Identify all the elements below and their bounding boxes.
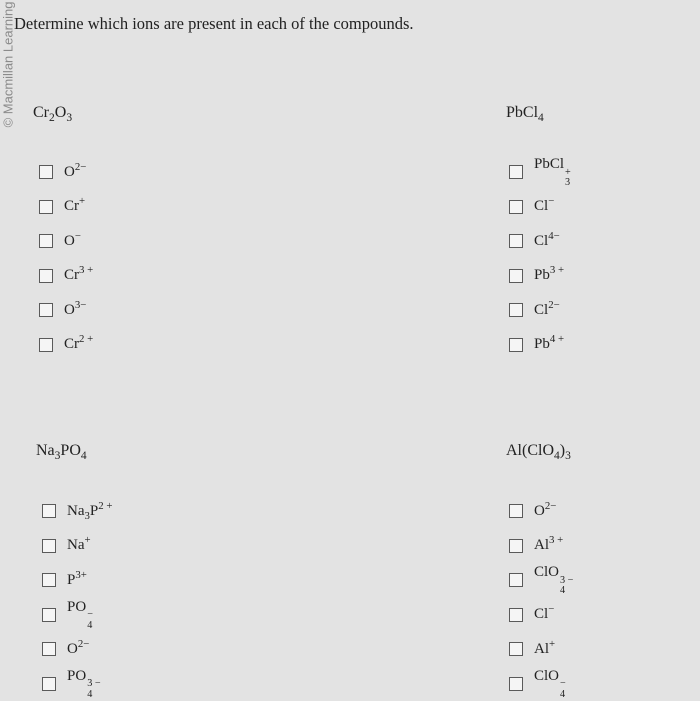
ion-option[interactable]: [39, 155, 93, 190]
ion-option[interactable]: [509, 190, 571, 225]
ion-option[interactable]: [39, 190, 93, 225]
ion-label: ClO − 4: [534, 668, 566, 700]
ion-options-list: [39, 155, 93, 362]
ion-option[interactable]: [42, 632, 112, 667]
ion-label: PO 3 − 4: [67, 668, 101, 700]
ion-option[interactable]: [42, 598, 112, 633]
checkbox[interactable]: [39, 338, 53, 352]
ion-option[interactable]: [42, 529, 112, 564]
ion-label: $Cr^{3 +}$: [64, 267, 93, 284]
ion-label: ClO 3 − 4: [534, 564, 573, 596]
ion-label: $P^{3+}$: [67, 572, 87, 589]
ion-label: O−: [64, 233, 81, 250]
checkbox[interactable]: [509, 504, 523, 518]
question-prompt: Determine which ions are present in each of the compounds.: [14, 14, 414, 34]
ion-label: $O^{2-}$: [64, 164, 86, 181]
checkbox[interactable]: [42, 642, 56, 656]
ion-label: $O^{2-}$: [534, 503, 556, 520]
ion-option[interactable]: [509, 293, 571, 328]
ion-option[interactable]: [509, 494, 573, 529]
checkbox[interactable]: [42, 573, 56, 587]
ion-option[interactable]: [39, 328, 93, 363]
ion-label: Cl−: [534, 606, 554, 623]
ion-option[interactable]: [509, 259, 571, 294]
ion-option[interactable]: [509, 563, 573, 598]
ion-label: $Cl^{4-}$: [534, 233, 560, 250]
checkbox[interactable]: [42, 504, 56, 518]
checkbox[interactable]: [39, 200, 53, 214]
compound-formula: $Na_3PO_4$: [36, 442, 87, 460]
checkbox[interactable]: [509, 338, 523, 352]
ion-options-list: [509, 155, 571, 362]
checkbox[interactable]: [509, 303, 523, 317]
ion-option[interactable]: [42, 563, 112, 598]
ion-label: Cr+: [64, 198, 85, 215]
checkbox[interactable]: [39, 234, 53, 248]
ion-option[interactable]: [509, 529, 573, 564]
checkbox[interactable]: [509, 539, 523, 553]
checkbox[interactable]: [509, 269, 523, 283]
checkbox[interactable]: [42, 677, 56, 691]
checkbox[interactable]: [509, 573, 523, 587]
ion-option[interactable]: [509, 632, 573, 667]
checkbox[interactable]: [42, 539, 56, 553]
ion-label: PbCl + 3: [534, 156, 571, 188]
ion-label: Cl−: [534, 198, 554, 215]
ion-option[interactable]: [509, 598, 573, 633]
checkbox[interactable]: [39, 269, 53, 283]
checkbox[interactable]: [509, 234, 523, 248]
checkbox[interactable]: [39, 303, 53, 317]
checkbox[interactable]: [509, 200, 523, 214]
ion-label: $O^{2-}$: [67, 641, 89, 658]
ion-label: PO − 4: [67, 599, 93, 631]
checkbox[interactable]: [509, 642, 523, 656]
ion-label: $Cr^{2 +}$: [64, 336, 93, 353]
ion-option[interactable]: [509, 224, 571, 259]
ion-options-list: [509, 494, 573, 701]
ion-label: $Pb^{4 +}$: [534, 336, 564, 353]
ion-label: $Cl^{2-}$: [534, 302, 560, 319]
ion-option[interactable]: [509, 155, 571, 190]
copyright-watermark: © Macmillan Learning: [1, 2, 16, 142]
ion-options-list: [42, 494, 112, 701]
ion-option[interactable]: [39, 224, 93, 259]
ion-label: Na+: [67, 537, 91, 554]
checkbox[interactable]: [509, 165, 523, 179]
ion-label: Al+: [534, 641, 555, 658]
ion-option[interactable]: [39, 293, 93, 328]
checkbox[interactable]: [39, 165, 53, 179]
ion-option[interactable]: [509, 328, 571, 363]
checkbox[interactable]: [42, 608, 56, 622]
ion-option[interactable]: [42, 667, 112, 701]
ion-option[interactable]: [509, 667, 573, 701]
ion-option[interactable]: [42, 494, 112, 529]
compound-formula: $Cr_2O_3$: [33, 104, 72, 122]
ion-label: $Pb^{3 +}$: [534, 267, 564, 284]
ion-label: $O^{3-}$: [64, 302, 86, 319]
checkbox[interactable]: [509, 677, 523, 691]
ion-label: $Al^{3 +}$: [534, 537, 563, 554]
compound-formula: PbCl$_4$: [506, 104, 544, 122]
checkbox[interactable]: [509, 608, 523, 622]
compound-formula: $Al(ClO_4)_3$: [506, 442, 571, 460]
ion-label: $Na_3P^{2 +}$: [67, 503, 112, 520]
ion-option[interactable]: [39, 259, 93, 294]
